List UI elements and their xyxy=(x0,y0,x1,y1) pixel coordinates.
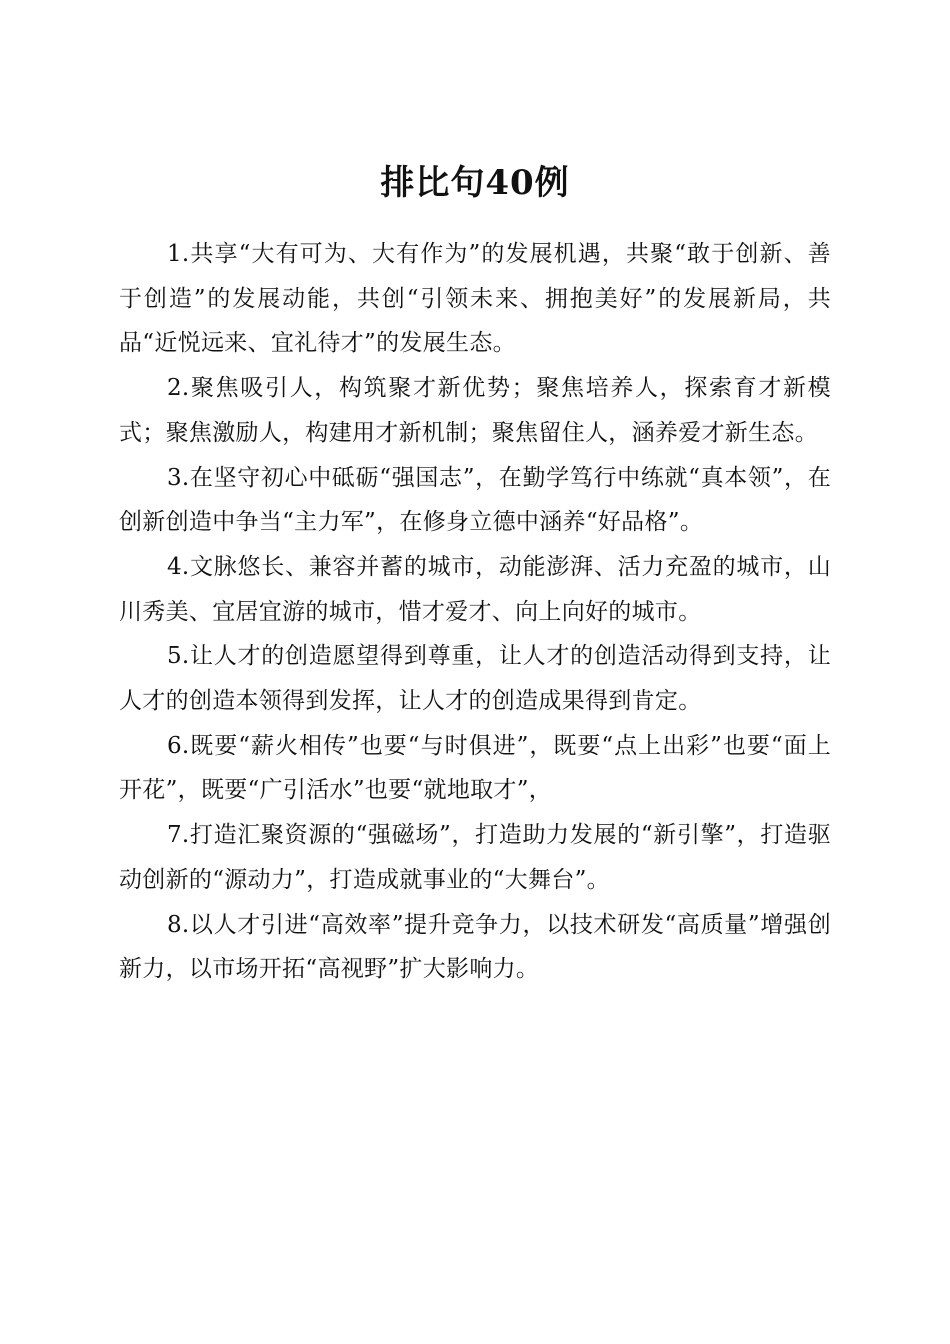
paragraph-2: 2.聚焦吸引人，构筑聚才新优势；聚焦培养人，探索育才新模式；聚焦激励人，构建用才新机制；聚焦留住人，涵养爱才新生态。 xyxy=(119,375,831,446)
paragraph-7: 7.打造汇聚资源的“强磁场”，打造助力发展的“新引擎”，打造驱动创新的“源动力”，打造成就事业的“大舞台”。 xyxy=(119,822,831,893)
paragraph-6: 6.既要“薪火相传”也要“与时俱进”，既要“点上出彩”也要“面上开花”，既要“广引活水”也要“就地取才”， xyxy=(119,732,831,804)
paragraph-8: 8.以人才引进“高效率”提升竞争力，以技术研发“高质量”增强创新力，以市场开拓“高视野”扩大影响力。 xyxy=(119,911,831,983)
paragraph-1: 1.共享“大有可为、大有作为”的发展机遇，共聚“敢于创新、善于创造”的发展动能，共创“引领未来、拥抱美好”的发展新局，共品“近悦远来、宜礼待才”的发展生态。 xyxy=(119,241,831,357)
document-title: 排比句40例 xyxy=(380,162,570,203)
paragraph-3: 3.在坚守初心中砥砺“强国志”，在勤学笃行中练就“真本领”，在创新创造中争当“主力军”，在修身立德中涵养“好品格”。 xyxy=(119,464,831,536)
paragraph-4: 4.文脉悠长、兼容并蓄的城市，动能澎湃、活力充盈的城市，山川秀美、宜居宜游的城市，惜才爱才、向上向好的城市。 xyxy=(119,553,831,625)
document-body xyxy=(119,232,831,992)
paragraph-5: 5.让人才的创造愿望得到尊重，让人才的创造活动得到支持，让人才的创造本领得到发挥，让人才的创造成果得到肯定。 xyxy=(119,643,831,715)
